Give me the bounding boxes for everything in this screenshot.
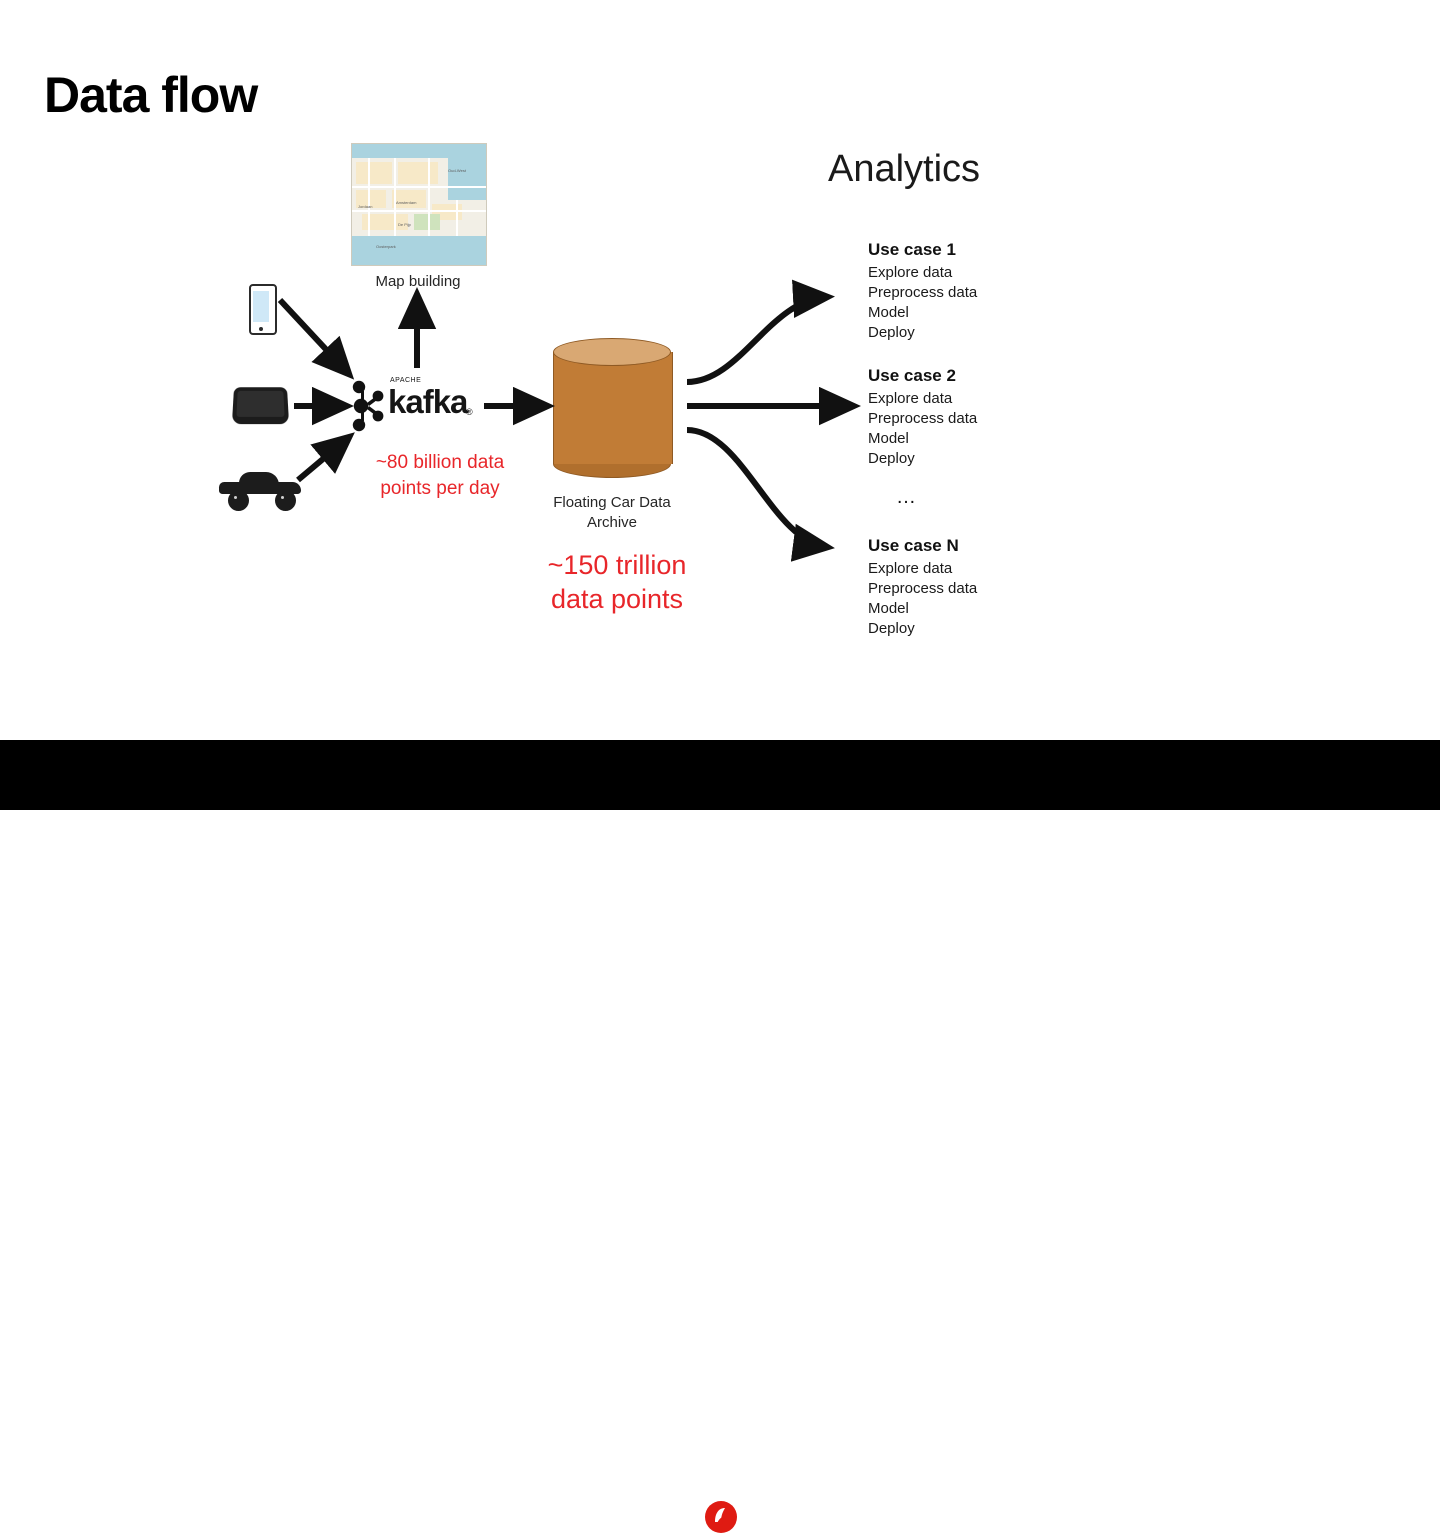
map-label-district1: Oud-West xyxy=(448,168,466,173)
map-label-city: Amsterdam xyxy=(396,200,417,205)
map-label-district2: De Pijp xyxy=(398,222,411,227)
spark-logo-line2: SUMMIT 2019 xyxy=(118,1517,235,1535)
map-thumbnail xyxy=(351,143,487,266)
slide-footer xyxy=(0,740,1440,1535)
map-label-district4: Oosterpark xyxy=(376,244,396,249)
navigation-device-icon xyxy=(232,387,289,424)
use-case-step: Deploy xyxy=(868,620,915,637)
archive-volume-line1: ~150 trillion xyxy=(547,550,687,580)
archive-caption-line2: Archive xyxy=(586,514,638,531)
use-case-title: Use case 1 xyxy=(868,240,956,259)
tomtom-wordmark: TOMTOM xyxy=(558,1498,701,1535)
use-case-step: Explore data xyxy=(868,264,953,281)
kafka-mark-icon xyxy=(348,378,388,434)
car-icon xyxy=(219,470,301,504)
use-case-step: Explore data xyxy=(868,390,953,407)
spark-logo-line1: SPARK+AI xyxy=(118,1494,233,1520)
floating-car-data-archive-cylinder xyxy=(553,338,671,478)
use-case-step: Preprocess data xyxy=(868,580,978,597)
archive-caption xyxy=(522,493,702,533)
kafka-volume-annotation xyxy=(360,450,520,502)
kafka-apache-label: APACHE xyxy=(390,377,422,384)
use-case-step: Model xyxy=(868,304,909,321)
analytics-heading: Analytics xyxy=(828,148,981,190)
kafka-volume-line2: points per day xyxy=(380,478,500,499)
use-case-step: Deploy xyxy=(868,324,915,341)
arrow-phone-to-kafka xyxy=(280,300,348,373)
use-case-step: Preprocess data xyxy=(868,284,978,301)
use-case-step: Model xyxy=(868,430,909,447)
use-case-title: Use case 2 xyxy=(868,366,956,385)
arrow-archive-to-usecaseN xyxy=(687,430,826,547)
use-case-step: Deploy xyxy=(868,450,915,467)
use-case-step: Preprocess data xyxy=(868,410,978,427)
spark-ai-summit-logo xyxy=(70,1496,234,1536)
page-number: 9 xyxy=(1369,1510,1378,1527)
map-building-caption: Map building xyxy=(375,273,461,290)
page-title: Data flow xyxy=(44,67,258,123)
kafka-registered-mark: ® xyxy=(466,407,473,417)
archive-caption-line1: Floating Car Data xyxy=(553,494,671,511)
arrow-car-to-kafka xyxy=(298,438,348,480)
use-case-step: Explore data xyxy=(868,560,953,577)
use-case-block-2 xyxy=(868,366,977,469)
map-label-district3: Jordaan xyxy=(358,204,373,209)
use-case-block-1 xyxy=(868,240,977,343)
archive-volume-line2: data points xyxy=(550,584,684,614)
spark-logo-icon xyxy=(70,1497,110,1535)
use-case-step: Model xyxy=(868,600,909,617)
tomtom-hand-icon xyxy=(704,1500,738,1534)
arrow-archive-to-usecase1 xyxy=(687,297,826,382)
kafka-volume-line1: ~80 billion data xyxy=(375,452,505,473)
apache-kafka-logo xyxy=(348,378,476,434)
tomtom-logo xyxy=(558,1498,738,1536)
use-case-title: Use case N xyxy=(868,536,959,555)
archive-volume-annotation xyxy=(512,548,722,616)
kafka-wordmark: kafka xyxy=(388,383,468,420)
use-case-ellipsis: … xyxy=(896,486,918,508)
smartphone-icon xyxy=(249,284,277,335)
use-case-block-n xyxy=(868,536,977,639)
